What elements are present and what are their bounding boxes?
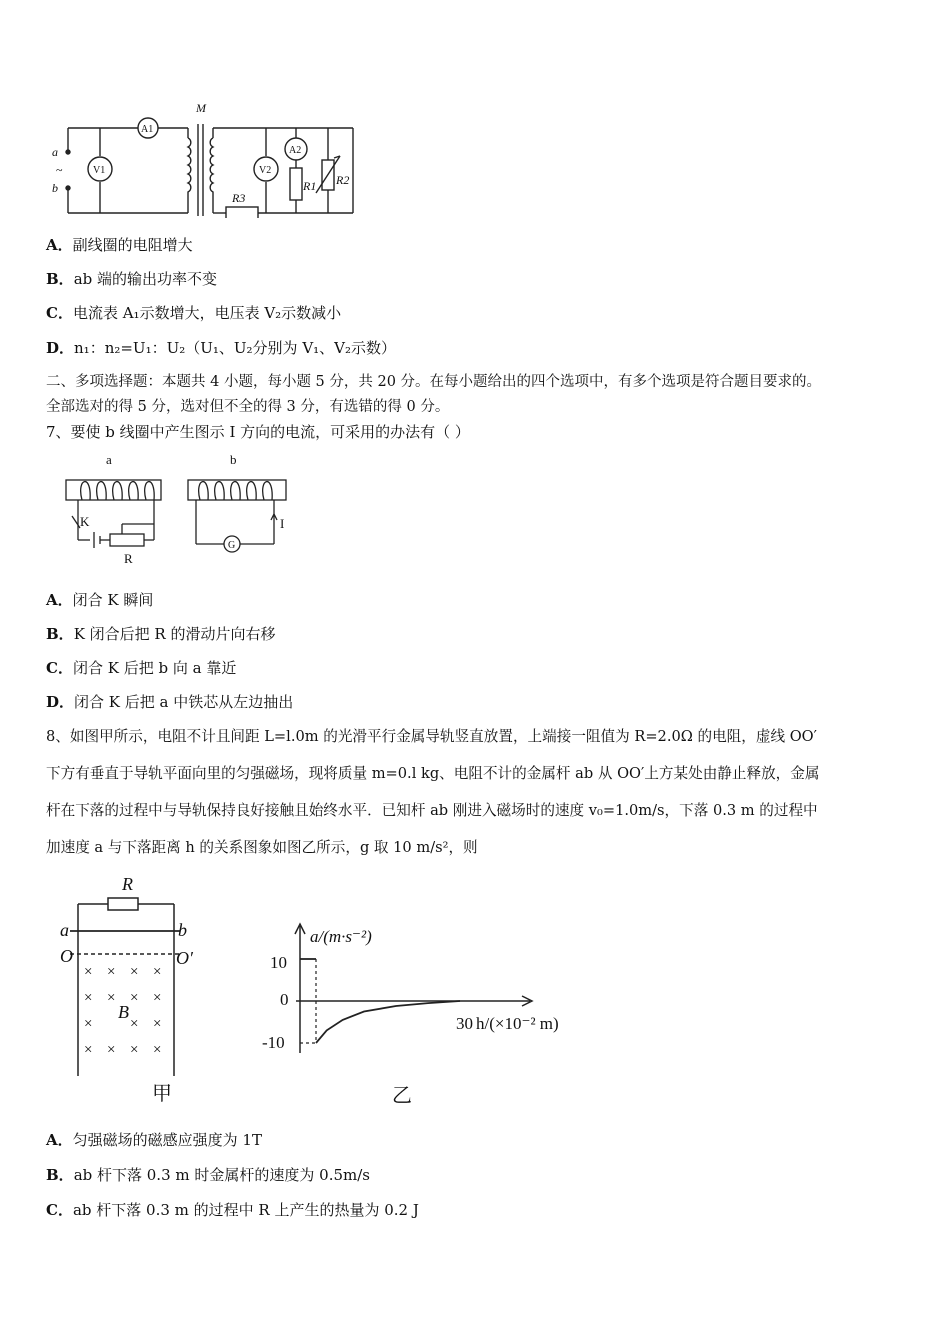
label-G: G bbox=[228, 540, 236, 551]
field-cross: × bbox=[84, 1016, 93, 1032]
q8-line2: 下方有垂直于导轨平面向里的匀强磁场，现将质量 m=0.l kg、电阻不计的金属杆 ab 从 OO′上方某处由静止释放，金属 bbox=[46, 765, 820, 782]
q7-option-c: C．闭合 K 后把 b 向 a 靠近 bbox=[46, 659, 237, 677]
field-cross: × bbox=[153, 964, 162, 980]
field-cross: × bbox=[130, 990, 139, 1006]
field-cross: × bbox=[107, 990, 116, 1006]
label-R2: R2 bbox=[336, 173, 350, 187]
y-axis-label: a/(m·s⁻²) bbox=[310, 927, 372, 946]
field-cross: × bbox=[130, 1042, 139, 1058]
q7-option-d: D．闭合 K 后把 a 中铁芯从左边抽出 bbox=[46, 693, 294, 711]
q7-option-b: B．K 闭合后把 R 的滑动片向右移 bbox=[46, 625, 276, 643]
field-cross: × bbox=[153, 1016, 162, 1032]
q6-option-a: A．副线圈的电阻增大 bbox=[46, 236, 193, 254]
label-a: a bbox=[60, 920, 69, 940]
y-tick-0: 0 bbox=[280, 990, 289, 1009]
rail-magnetic-field-figure bbox=[56, 868, 216, 1108]
label-ac: ~ bbox=[56, 163, 63, 177]
label-O-prime: O′ bbox=[176, 948, 193, 968]
q7-option-a: A．闭合 K 瞬间 bbox=[46, 591, 154, 609]
series-line-curve bbox=[316, 1001, 460, 1043]
label-R3: R3 bbox=[232, 191, 246, 205]
label-M: M bbox=[196, 101, 206, 115]
coil-circuit-figure bbox=[58, 448, 298, 568]
label-R1: R1 bbox=[303, 179, 317, 193]
field-cross: × bbox=[84, 964, 93, 980]
field-cross: × bbox=[130, 964, 139, 980]
label-R: R bbox=[122, 874, 133, 894]
field-cross: × bbox=[153, 990, 162, 1006]
label-V1: V1 bbox=[93, 165, 106, 176]
field-cross: × bbox=[107, 1042, 116, 1058]
field-cross: × bbox=[153, 1042, 162, 1058]
y-tick-10: 10 bbox=[270, 953, 287, 972]
label-O: O bbox=[60, 946, 73, 966]
q8-line3: 杆在下落的过程中与导轨保持良好接触且始终水平．已知杆 ab 刚进入磁场时的速度 v₀=1.0m/s，下落 0.3 m 的过程中 bbox=[46, 802, 818, 819]
label-K: K bbox=[80, 514, 90, 529]
label-V2: V2 bbox=[259, 165, 272, 176]
x-tick-30: 30 bbox=[456, 1014, 473, 1033]
field-cross: × bbox=[107, 964, 116, 980]
label-b: b bbox=[178, 920, 187, 940]
label-b: b bbox=[230, 452, 237, 467]
q8-option-a: A．匀强磁场的磁感应强度为 1T bbox=[46, 1131, 262, 1149]
q6-option-b: B．ab 端的输出功率不变 bbox=[46, 270, 218, 288]
label-b: b bbox=[52, 181, 58, 195]
section2-line1: 二、多项选择题：本题共 4 小题，每小题 5 分，共 20 分。在每小题给出的四个选项中，有多个选项是符合题目要求的。 bbox=[46, 374, 822, 390]
q8-option-b: B．ab 杆下落 0.3 m 时金属杆的速度为 0.5m/s bbox=[46, 1166, 370, 1184]
q8-option-c: C．ab 杆下落 0.3 m 的过程中 R 上产生的热量为 0.2 J bbox=[46, 1201, 419, 1219]
caption-jia: 甲 bbox=[152, 1083, 172, 1105]
label-A1: A1 bbox=[141, 124, 154, 135]
section2-line2: 全部选对的得 5 分，选对但不全的得 3 分，有选错的得 0 分。 bbox=[46, 399, 450, 415]
field-cross: × bbox=[130, 1016, 139, 1032]
caption-yi: 乙 bbox=[392, 1085, 412, 1107]
label-B: B bbox=[118, 1002, 129, 1022]
q7-stem: 7、要使 b 线圈中产生图示 I 方向的电流，可采用的办法有（ ） bbox=[46, 423, 470, 441]
transformer-circuit-figure bbox=[48, 98, 368, 218]
q6-option-c: C．电流表 A₁示数增大，电压表 V₂示数减小 bbox=[46, 304, 342, 322]
q8-line4: 加速度 a 与下落距离 h 的关系图象如图乙所示，g 取 10 m/s²，则 bbox=[46, 839, 478, 856]
label-A2: A2 bbox=[289, 145, 302, 156]
label-a: a bbox=[52, 145, 58, 159]
x-axis-label: h/(×10⁻² m) bbox=[476, 1014, 559, 1033]
q8-line1: 8、如图甲所示，电阻不计且间距 L=l.0m 的光滑平行金属导轨竖直放置，上端接一阻值为 R=2.0Ω 的电阻，虚线 OO′ bbox=[46, 728, 817, 745]
y-tick-neg10: -10 bbox=[262, 1033, 285, 1052]
q6-option-d: D．n₁：n₂=U₁：U₂（U₁、U₂分别为 V₁、V₂示数） bbox=[46, 339, 397, 357]
label-R: R bbox=[124, 551, 133, 566]
acceleration-distance-chart bbox=[250, 918, 590, 1113]
field-cross: × bbox=[84, 990, 93, 1006]
field-cross: × bbox=[84, 1042, 93, 1058]
label-I: I bbox=[280, 516, 285, 531]
label-a: a bbox=[106, 452, 112, 467]
